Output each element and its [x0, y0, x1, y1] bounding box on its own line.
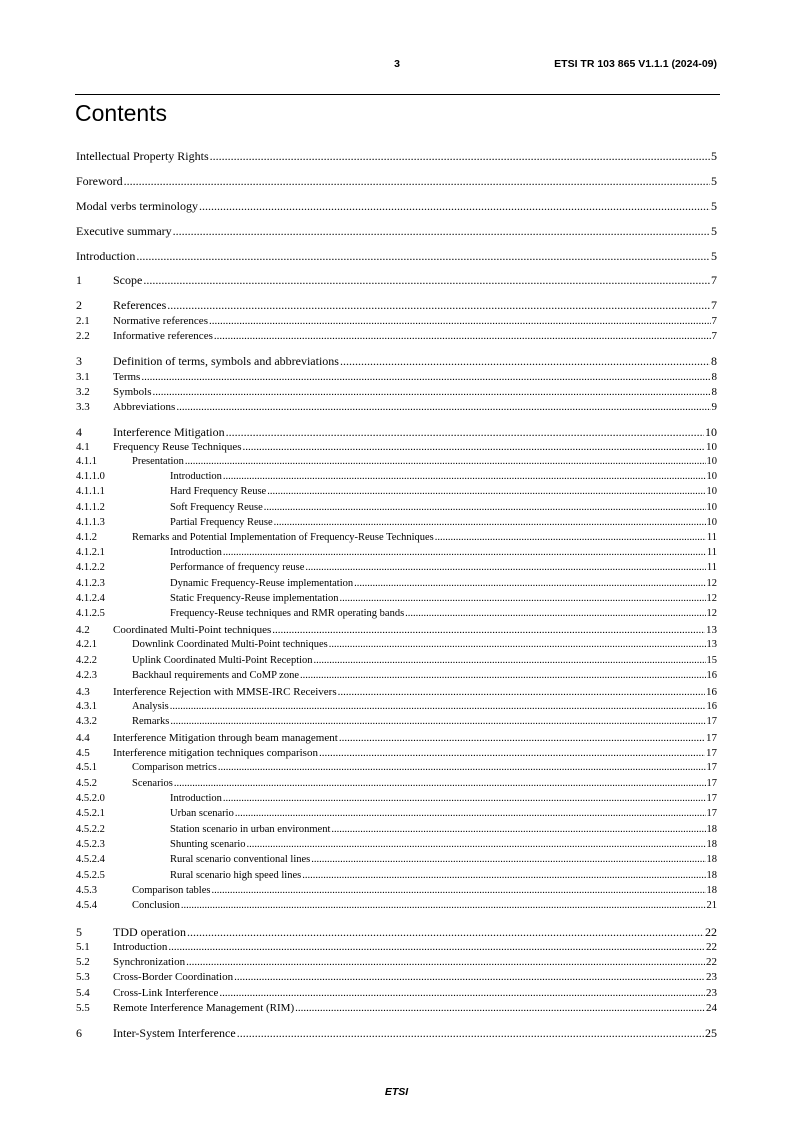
- toc-leader-dots: [223, 793, 706, 804]
- toc-entry-number: 4.5.2.1: [76, 808, 105, 819]
- toc-entry-page: 8: [711, 354, 717, 368]
- toc-entry-page: 18: [706, 839, 717, 850]
- toc-entry-title: 5.5 Remote Interference Management (RIM): [76, 1002, 295, 1014]
- toc-entry-number: 2.2: [76, 330, 90, 342]
- toc-leader-dots: [218, 762, 706, 773]
- toc-entry-title: 4.5.2.0 Introduction: [76, 793, 222, 804]
- toc-entry-number: 3: [76, 354, 82, 368]
- toc-entry-title: 2 References: [76, 298, 167, 312]
- toc-entry-title: Modal verbs terminology: [76, 199, 198, 213]
- toc-entry-number: 5.4: [76, 987, 90, 999]
- toc-entry-number: 4.1.1: [76, 456, 97, 467]
- toc-leader-dots: [168, 941, 705, 953]
- toc-leader-dots: [300, 670, 706, 681]
- toc-entry[interactable]: [76, 793, 717, 804]
- toc-entry-page: 12: [706, 578, 717, 589]
- toc-entry-page: 10: [706, 441, 717, 453]
- toc-entry-page: 5: [711, 174, 717, 188]
- toc-leader-dots: [354, 578, 705, 589]
- toc-entry-number: 2: [76, 298, 82, 312]
- toc-entry-number: 4.5.2.4: [76, 854, 105, 865]
- toc-entry[interactable]: [76, 1002, 717, 1014]
- toc-leader-dots: [136, 249, 710, 264]
- toc-entry-title: Intellectual Property Rights: [76, 149, 209, 163]
- toc-entry-number: 4.1.1.3: [76, 517, 105, 528]
- toc-entry[interactable]: [76, 732, 717, 744]
- toc-entry-page: 18: [706, 870, 717, 881]
- toc-entry-page: 17: [706, 716, 717, 727]
- toc-entry-number: 4.2: [76, 624, 90, 636]
- toc-entry-page: 7: [711, 330, 717, 342]
- toc-entry-title: 4.5.2.3 Shunting scenario: [76, 839, 246, 850]
- toc-leader-dots: [211, 885, 705, 896]
- toc-entry-page: 10: [706, 456, 717, 467]
- toc-entry-title: 4.5.1 Comparison metrics: [76, 762, 217, 773]
- header-rule: [75, 94, 720, 95]
- toc-entry-number: 4.5.2.2: [76, 824, 105, 835]
- toc-entry-number: 5.1: [76, 941, 90, 953]
- toc-entry-number: 4.2.3: [76, 670, 97, 681]
- toc-entry-page: 18: [706, 885, 717, 896]
- toc-entry-page: 15: [706, 655, 717, 666]
- toc-entry-number: 2.1: [76, 315, 90, 327]
- toc-entry-page: 5: [711, 199, 717, 213]
- toc-entry[interactable]: [76, 870, 717, 881]
- toc-entry[interactable]: [76, 701, 717, 712]
- toc-entry[interactable]: [76, 608, 717, 619]
- toc-entry-number: 4.1.1.2: [76, 502, 105, 513]
- toc-entry-title: 1 Scope: [76, 273, 143, 287]
- toc-leader-dots: [187, 925, 704, 940]
- toc-leader-dots: [295, 1002, 705, 1014]
- toc-entry-number: 5.3: [76, 971, 90, 983]
- toc-entry-page: 18: [706, 854, 717, 865]
- toc-entry-number: 1: [76, 273, 82, 287]
- toc-leader-dots: [314, 655, 706, 666]
- toc-entry-title: 4.5.2.4 Rural scenario conventional lines: [76, 854, 311, 865]
- toc-entry-title: 4.5.4 Conclusion: [76, 900, 180, 911]
- toc-entry[interactable]: [76, 371, 717, 383]
- toc-entry-page: 7: [711, 315, 717, 327]
- toc-leader-dots: [209, 315, 711, 327]
- toc-entry-title: 4.2.3 Backhaul requirements and CoMP zone: [76, 670, 299, 681]
- toc-entry-title: 4.1.1.2 Soft Frequency Reuse: [76, 502, 263, 513]
- toc-entry-page: 17: [706, 732, 717, 744]
- toc-entry-page: 8: [711, 371, 717, 383]
- toc-entry[interactable]: [76, 987, 717, 999]
- toc-entry-number: 4.1.1.0: [76, 471, 105, 482]
- toc-entry-number: 4.5.3: [76, 885, 97, 896]
- toc-entry[interactable]: [76, 639, 717, 650]
- toc-entry[interactable]: [76, 298, 717, 313]
- toc-entry-title: 4.2 Coordinated Multi-Point techniques: [76, 624, 272, 636]
- toc-leader-dots: [340, 593, 706, 604]
- toc-entry[interactable]: [76, 441, 717, 453]
- toc-entry-page: 9: [711, 401, 717, 413]
- toc-entry[interactable]: [76, 502, 717, 513]
- toc-entry-title: 4.1.2 Remarks and Potential Implementation of Frequency-Reuse Techniques: [76, 532, 434, 543]
- toc-entry[interactable]: [76, 624, 717, 636]
- toc-entry-page: 23: [706, 987, 717, 999]
- toc-entry-title: 4.1.1.0 Introduction: [76, 471, 222, 482]
- toc-entry-page: 12: [706, 608, 717, 619]
- toc-entry[interactable]: [76, 224, 717, 239]
- toc-entry-title: 3.3 Abbreviations: [76, 401, 176, 413]
- toc-leader-dots: [185, 456, 706, 467]
- toc-entry-title: 4.3.2 Remarks: [76, 716, 170, 727]
- toc-entry-number: 4.3.2: [76, 716, 97, 727]
- toc-entry-page: 12: [706, 593, 717, 604]
- toc-leader-dots: [174, 778, 706, 789]
- toc-entry-title: Introduction: [76, 249, 136, 263]
- toc-entry-title: 4.5.2.1 Urban scenario: [76, 808, 234, 819]
- toc-entry-number: 4.1.2.2: [76, 562, 105, 573]
- toc-entry[interactable]: [76, 670, 717, 681]
- toc-entry[interactable]: [76, 900, 717, 911]
- toc-entry[interactable]: [76, 149, 717, 164]
- toc-leader-dots: [274, 517, 706, 528]
- toc-entry[interactable]: [76, 778, 717, 789]
- toc-entry-page: 10: [706, 486, 717, 497]
- toc-leader-dots: [223, 471, 706, 482]
- toc-entry-title: 5.3 Cross-Border Coordination: [76, 971, 234, 983]
- toc-entry[interactable]: [76, 273, 717, 288]
- footer-etsi: ETSI: [384, 1086, 409, 1098]
- toc-leader-dots: [170, 701, 706, 712]
- toc-entry-title: 4 Interference Mitigation: [76, 425, 225, 439]
- toc-entry[interactable]: [76, 593, 717, 604]
- toc-leader-dots: [272, 624, 705, 636]
- toc-leader-dots: [219, 987, 705, 999]
- toc-entry[interactable]: [76, 971, 717, 983]
- page-number: 3: [394, 58, 400, 70]
- toc-entry-page: 11: [706, 547, 717, 558]
- toc-entry-page: 16: [706, 670, 717, 681]
- toc-entry-number: 4.3: [76, 686, 90, 698]
- toc-entry-number: 4.5.2.3: [76, 839, 105, 850]
- toc-entry-page: 17: [706, 747, 717, 759]
- toc-entry-number: 3.1: [76, 371, 90, 383]
- toc-entry-number: 4.1.2.3: [76, 578, 105, 589]
- toc-entry[interactable]: [76, 956, 717, 968]
- toc-entry-page: 5: [711, 249, 717, 263]
- toc-leader-dots: [247, 839, 706, 850]
- toc-entry-title: 3.2 Symbols: [76, 386, 152, 398]
- toc-entry-title: 5.1 Introduction: [76, 941, 168, 953]
- toc-entry-number: 4.5.2.0: [76, 793, 105, 804]
- toc-leader-dots: [435, 532, 706, 543]
- toc-entry-page: 11: [706, 532, 717, 543]
- toc-entry-title: 4.5.2.5 Rural scenario high speed lines: [76, 870, 302, 881]
- toc-entry[interactable]: [76, 562, 717, 573]
- toc-entry-number: 4.2.1: [76, 639, 97, 650]
- toc-entry-title: 4.1.2.3 Dynamic Frequency-Reuse implementation: [76, 578, 354, 589]
- toc-entry-number: 4.1.2.5: [76, 608, 105, 619]
- toc-entry-title: 4.5.3 Comparison tables: [76, 885, 211, 896]
- toc-entry-title: 5 TDD operation: [76, 925, 186, 939]
- toc-leader-dots: [124, 174, 710, 189]
- toc-leader-dots: [331, 824, 705, 835]
- toc-entry[interactable]: [76, 578, 717, 589]
- toc-entry-number: 4.1.1.1: [76, 486, 105, 497]
- toc-leader-dots: [186, 956, 705, 968]
- toc-entry-page: 7: [711, 273, 717, 287]
- toc-leader-dots: [311, 854, 705, 865]
- toc-entry[interactable]: [76, 354, 717, 369]
- toc-entry-page: 25: [705, 1026, 717, 1040]
- toc-entry[interactable]: [76, 517, 717, 528]
- toc-entry[interactable]: [76, 401, 717, 413]
- toc-entry-number: 5: [76, 925, 82, 939]
- toc-entry-page: 7: [711, 298, 717, 312]
- toc-entry-title: 4.1.2.2 Performance of frequency reuse: [76, 562, 305, 573]
- toc-leader-dots: [143, 273, 710, 288]
- toc-entry-page: 17: [706, 762, 717, 773]
- toc-entry-title: 4.1.1 Presentation: [76, 456, 184, 467]
- toc-leader-dots: [339, 732, 705, 744]
- toc-leader-dots: [214, 330, 711, 342]
- toc-entry-title: 4.4 Interference Mitigation through beam management: [76, 732, 338, 744]
- toc-entry-title: 4.1.1.1 Hard Frequency Reuse: [76, 486, 267, 497]
- toc-entry[interactable]: [76, 471, 717, 482]
- toc-entry[interactable]: [76, 486, 717, 497]
- toc-entry-page: 18: [706, 824, 717, 835]
- toc-entry-title: 4.3.1 Analysis: [76, 701, 169, 712]
- toc-entry-title: 4.5.2 Scenarios: [76, 778, 173, 789]
- toc-entry-number: 4.2.2: [76, 655, 97, 666]
- toc-entry[interactable]: [76, 655, 717, 666]
- toc-entry-number: 4.5.2: [76, 778, 97, 789]
- toc-leader-dots: [340, 354, 710, 369]
- toc-entry-page: 10: [706, 517, 717, 528]
- toc-entry-page: 16: [706, 686, 717, 698]
- toc-entry[interactable]: [76, 1026, 717, 1041]
- toc-entry-title: 4.5.2.2 Station scenario in urban environment: [76, 824, 331, 835]
- toc-leader-dots: [170, 716, 705, 727]
- toc-entry-title: 4.3 Interference Rejection with MMSE-IRC Receivers: [76, 686, 337, 698]
- toc-leader-dots: [267, 486, 705, 497]
- toc-entry[interactable]: [76, 824, 717, 835]
- toc-leader-dots: [319, 747, 705, 759]
- toc-leader-dots: [264, 502, 706, 513]
- toc-entry[interactable]: [76, 854, 717, 865]
- toc-entry-page: 8: [711, 386, 717, 398]
- toc-entry-title: 4.5 Interference mitigation techniques comparison: [76, 747, 318, 759]
- toc-leader-dots: [226, 425, 704, 440]
- toc-entry-page: 5: [711, 224, 717, 238]
- toc-entry[interactable]: [76, 925, 717, 940]
- toc-entry-title: Executive summary: [76, 224, 172, 238]
- toc-entry-page: 22: [706, 941, 717, 953]
- toc-entry-page: 5: [711, 149, 717, 163]
- toc-entry-page: 13: [706, 624, 717, 636]
- toc-entry-title: 4.2.1 Downlink Coordinated Multi-Point techniques: [76, 639, 328, 650]
- toc-entry-page: 22: [705, 925, 717, 939]
- toc-entry-number: 4.4: [76, 732, 90, 744]
- toc-entry[interactable]: [76, 808, 717, 819]
- toc-entry-title: 5.2 Synchronization: [76, 956, 186, 968]
- toc-leader-dots: [141, 371, 710, 383]
- toc-leader-dots: [199, 199, 710, 214]
- toc-leader-dots: [237, 1026, 704, 1041]
- toc-entry-title: 4.1.2.5 Frequency-Reuse techniques and RMR operating bands: [76, 608, 405, 619]
- toc-entry-page: 23: [706, 971, 717, 983]
- toc-entry-title: 4.1.2.4 Static Frequency-Reuse implementation: [76, 593, 339, 604]
- toc-entry-title: 4.1.2.1 Introduction: [76, 547, 222, 558]
- toc-entry-number: 5.2: [76, 956, 90, 968]
- toc-entry-page: 21: [706, 900, 717, 911]
- toc-leader-dots: [210, 149, 710, 164]
- toc-entry[interactable]: [76, 330, 717, 342]
- toc-entry-page: 10: [706, 502, 717, 513]
- toc-leader-dots: [176, 401, 710, 413]
- page-title: Contents: [75, 100, 168, 126]
- toc-entry-title: 5.4 Cross-Link Interference: [76, 987, 219, 999]
- toc-entry-number: 5.5: [76, 1002, 90, 1014]
- toc-entry-page: 10: [706, 471, 717, 482]
- toc-entry-number: 3.2: [76, 386, 90, 398]
- toc-entry-title: Foreword: [76, 174, 123, 188]
- toc-entry[interactable]: [76, 315, 717, 327]
- toc-entry-number: 3.3: [76, 401, 90, 413]
- toc-entry[interactable]: [76, 456, 717, 467]
- toc-entry-title: 3 Definition of terms, symbols and abbreviations: [76, 354, 339, 368]
- toc-entry-number: 4.1.2.1: [76, 547, 105, 558]
- toc-entry-page: 17: [706, 778, 717, 789]
- toc-entry[interactable]: [76, 174, 717, 189]
- toc-entry[interactable]: [76, 547, 717, 558]
- toc-entry-number: 6: [76, 1026, 82, 1040]
- toc-entry[interactable]: [76, 532, 717, 543]
- toc-entry-title: 2.2 Informative references: [76, 330, 213, 342]
- toc-entry-number: 4.1.2.4: [76, 593, 105, 604]
- toc-leader-dots: [302, 870, 705, 881]
- toc-entry-title: 3.1 Terms: [76, 371, 141, 383]
- toc-entry-number: 4.1.2: [76, 532, 97, 543]
- toc-entry-page: 11: [706, 562, 717, 573]
- toc-entry-page: 22: [706, 956, 717, 968]
- toc-entry-page: 24: [706, 1002, 717, 1014]
- toc-entry-title: 2.1 Normative references: [76, 315, 208, 327]
- toc-entry-number: 4.5.4: [76, 900, 97, 911]
- toc-entry[interactable]: [76, 716, 717, 727]
- toc-entry-number: 4.5: [76, 747, 90, 759]
- toc-entry[interactable]: [76, 425, 717, 440]
- toc-entry-title: 4.1 Frequency Reuse Techniques: [76, 441, 242, 453]
- document-id: ETSI TR 103 865 V1.1.1 (2024-09): [554, 58, 717, 70]
- toc-entry-number: 4: [76, 425, 82, 439]
- toc-entry-title: 6 Inter-System Interference: [76, 1026, 236, 1040]
- toc-entry[interactable]: [76, 199, 717, 214]
- toc-entry[interactable]: [76, 941, 717, 953]
- toc-leader-dots: [243, 441, 705, 453]
- toc-entry-page: 17: [706, 808, 717, 819]
- toc-entry-number: 4.3.1: [76, 701, 97, 712]
- toc-entry[interactable]: [76, 249, 717, 264]
- toc-entry-number: 4.5.2.5: [76, 870, 105, 881]
- toc-leader-dots: [153, 386, 711, 398]
- toc-leader-dots: [235, 808, 706, 819]
- toc-entry-page: 10: [705, 425, 717, 439]
- toc-entry-number: 4.1: [76, 441, 90, 453]
- toc-entry-number: 4.5.1: [76, 762, 97, 773]
- toc-leader-dots: [181, 900, 706, 911]
- toc-entry[interactable]: [76, 885, 717, 896]
- toc-entry-title: 4.1.1.3 Partial Frequency Reuse: [76, 517, 273, 528]
- toc-leader-dots: [234, 971, 705, 983]
- toc-leader-dots: [223, 547, 706, 558]
- toc-leader-dots: [173, 224, 710, 239]
- toc-entry[interactable]: [76, 747, 717, 759]
- toc-entry[interactable]: [76, 386, 717, 398]
- toc-entry-page: 13: [706, 639, 717, 650]
- toc-entry-page: 17: [706, 793, 717, 804]
- toc-entry-title: 4.2.2 Uplink Coordinated Multi-Point Reception: [76, 655, 313, 666]
- toc-leader-dots: [167, 298, 710, 313]
- toc-entry[interactable]: [76, 762, 717, 773]
- toc-leader-dots: [305, 562, 705, 573]
- toc-leader-dots: [329, 639, 706, 650]
- toc-entry-page: 16: [706, 701, 717, 712]
- toc-entry[interactable]: [76, 686, 717, 698]
- toc-leader-dots: [405, 608, 705, 619]
- toc-entry[interactable]: [76, 839, 717, 850]
- toc-leader-dots: [338, 686, 705, 698]
